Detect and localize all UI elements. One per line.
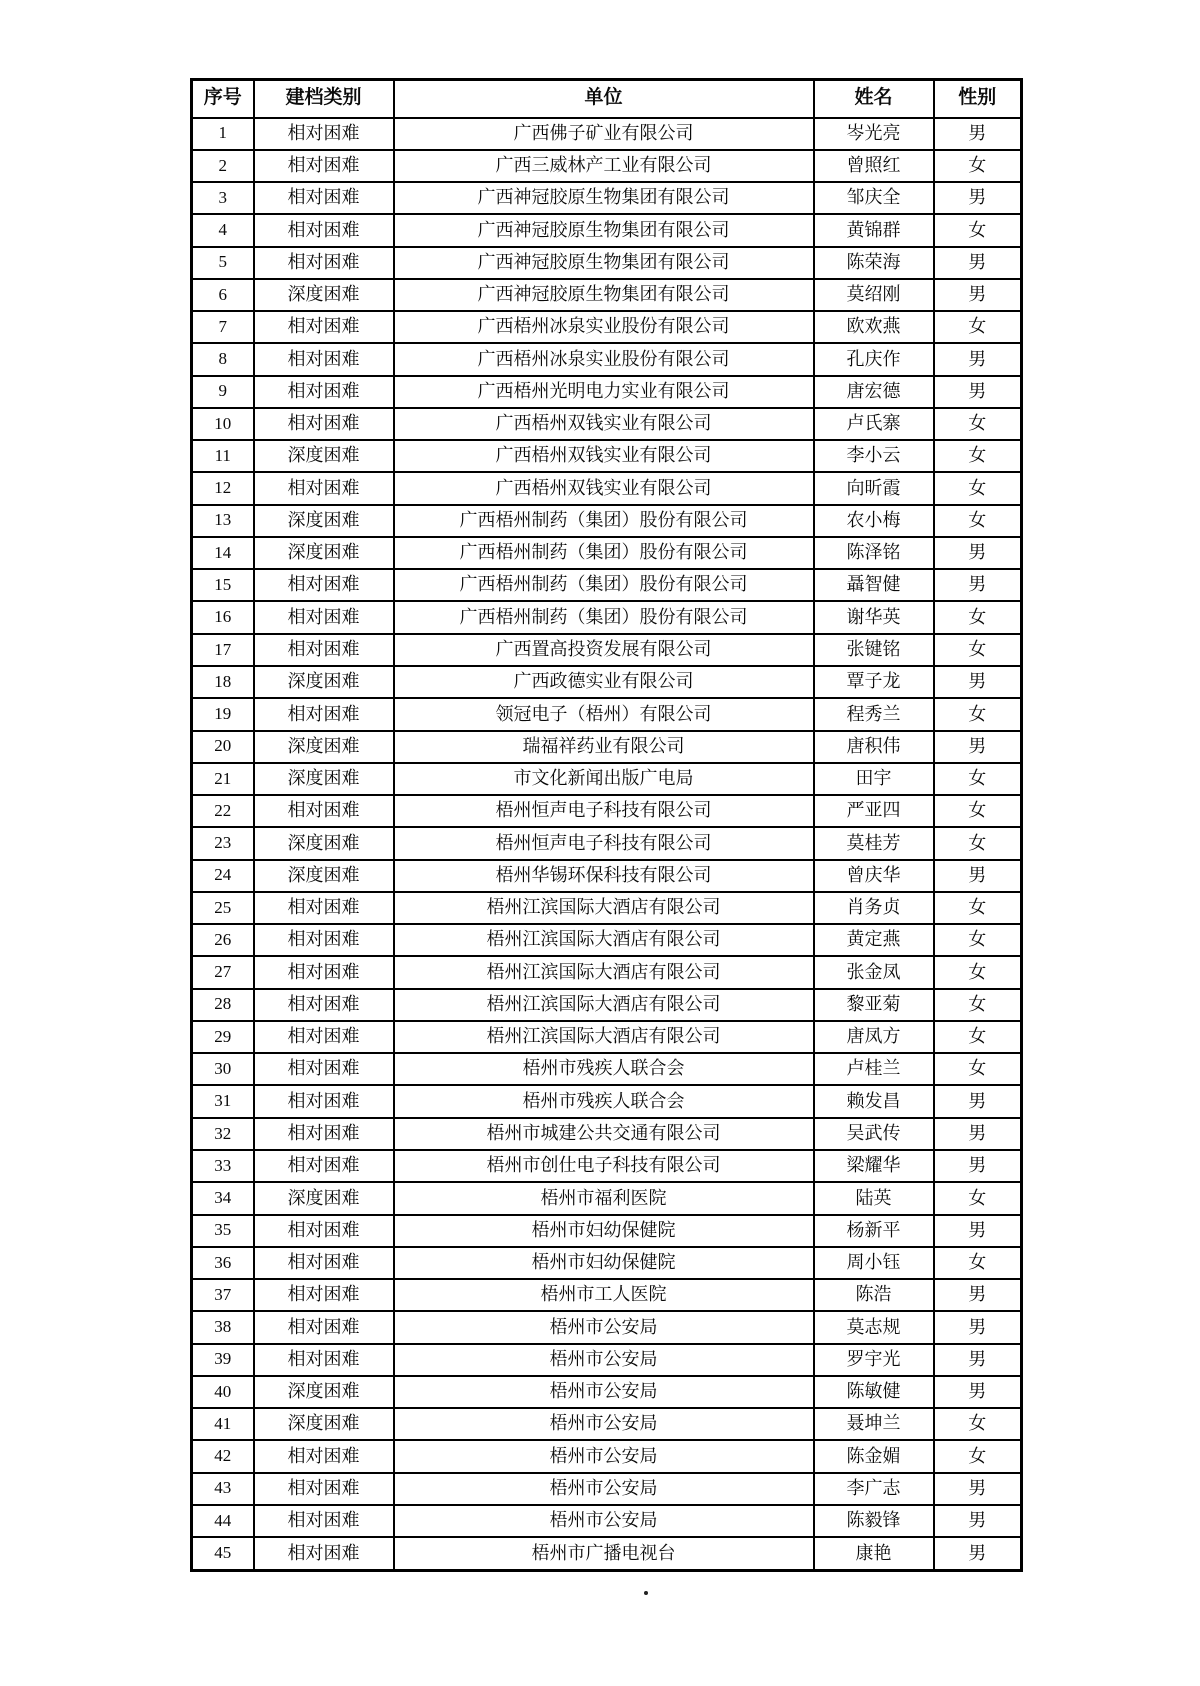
table-row xyxy=(192,1279,1022,1311)
table-row xyxy=(192,214,1022,246)
cell-unit: 梧州市妇幼保健院 xyxy=(394,1247,814,1279)
cell-index: 43 xyxy=(192,1473,254,1505)
cell-gender: 女 xyxy=(934,989,1022,1021)
cell-unit: 梧州江滨国际大酒店有限公司 xyxy=(394,1021,814,1053)
cell-gender: 男 xyxy=(934,118,1022,150)
cell-index: 1 xyxy=(192,118,254,150)
cell-index: 36 xyxy=(192,1247,254,1279)
cell-category: 深度困难 xyxy=(254,827,394,859)
cell-unit: 梧州江滨国际大酒店有限公司 xyxy=(394,892,814,924)
header-cell-category: 建档类别 xyxy=(254,80,394,118)
cell-gender: 女 xyxy=(934,924,1022,956)
cell-gender: 男 xyxy=(934,1537,1022,1570)
cell-unit: 梧州市公安局 xyxy=(394,1473,814,1505)
cell-unit: 广西三威林产工业有限公司 xyxy=(394,150,814,182)
cell-name: 陈泽铭 xyxy=(814,537,934,569)
cell-unit: 市文化新闻出版广电局 xyxy=(394,763,814,795)
cell-unit: 梧州市创仕电子科技有限公司 xyxy=(394,1150,814,1182)
cell-index: 8 xyxy=(192,343,254,375)
cell-index: 20 xyxy=(192,731,254,763)
cell-index: 38 xyxy=(192,1311,254,1343)
table-row xyxy=(192,376,1022,408)
cell-gender: 男 xyxy=(934,1118,1022,1150)
table-row xyxy=(192,408,1022,440)
cell-index: 12 xyxy=(192,472,254,504)
cell-category: 相对困难 xyxy=(254,343,394,375)
table-row xyxy=(192,1215,1022,1247)
cell-unit: 广西梧州制药（集团）股份有限公司 xyxy=(394,601,814,633)
table-row xyxy=(192,924,1022,956)
cell-unit: 广西梧州双钱实业有限公司 xyxy=(394,440,814,472)
cell-index: 30 xyxy=(192,1053,254,1085)
table-row xyxy=(192,118,1022,150)
cell-category: 相对困难 xyxy=(254,1150,394,1182)
cell-category: 相对困难 xyxy=(254,698,394,730)
cell-name: 程秀兰 xyxy=(814,698,934,730)
cell-index: 18 xyxy=(192,666,254,698)
cell-name: 陆英 xyxy=(814,1182,934,1214)
cell-unit: 梧州市公安局 xyxy=(394,1376,814,1408)
cell-category: 相对困难 xyxy=(254,1247,394,1279)
cell-unit: 梧州市城建公共交通有限公司 xyxy=(394,1118,814,1150)
cell-name: 卢桂兰 xyxy=(814,1053,934,1085)
cell-unit: 广西神冠胶原生物集团有限公司 xyxy=(394,214,814,246)
table-row xyxy=(192,795,1022,827)
cell-name: 岑光亮 xyxy=(814,118,934,150)
cell-category: 相对困难 xyxy=(254,1279,394,1311)
cell-name: 黄定燕 xyxy=(814,924,934,956)
cell-gender: 女 xyxy=(934,440,1022,472)
cell-unit: 梧州市残疾人联合会 xyxy=(394,1053,814,1085)
cell-unit: 梧州华锡环保科技有限公司 xyxy=(394,860,814,892)
table-row xyxy=(192,1053,1022,1085)
cell-index: 17 xyxy=(192,634,254,666)
cell-category: 深度困难 xyxy=(254,440,394,472)
cell-index: 27 xyxy=(192,956,254,988)
cell-category: 相对困难 xyxy=(254,1473,394,1505)
cell-category: 相对困难 xyxy=(254,150,394,182)
cell-name: 黎亚菊 xyxy=(814,989,934,1021)
cell-unit: 梧州江滨国际大酒店有限公司 xyxy=(394,924,814,956)
cell-category: 相对困难 xyxy=(254,1085,394,1117)
cell-unit: 广西佛子矿业有限公司 xyxy=(394,118,814,150)
cell-category: 相对困难 xyxy=(254,1505,394,1537)
cell-gender: 女 xyxy=(934,408,1022,440)
cell-gender: 男 xyxy=(934,1279,1022,1311)
cell-gender: 男 xyxy=(934,537,1022,569)
table-row xyxy=(192,1505,1022,1537)
cell-category: 相对困难 xyxy=(254,601,394,633)
cell-category: 深度困难 xyxy=(254,860,394,892)
table-row xyxy=(192,279,1022,311)
stray-ink-dot xyxy=(644,1591,648,1595)
cell-category: 深度困难 xyxy=(254,731,394,763)
cell-gender: 男 xyxy=(934,1215,1022,1247)
cell-index: 11 xyxy=(192,440,254,472)
cell-gender: 男 xyxy=(934,182,1022,214)
cell-index: 37 xyxy=(192,1279,254,1311)
table-row xyxy=(192,440,1022,472)
cell-name: 肖务贞 xyxy=(814,892,934,924)
cell-unit: 梧州市公安局 xyxy=(394,1440,814,1472)
cell-category: 相对困难 xyxy=(254,1053,394,1085)
cell-name: 卢氏寨 xyxy=(814,408,934,440)
cell-index: 22 xyxy=(192,795,254,827)
cell-gender: 女 xyxy=(934,1408,1022,1440)
cell-name: 陈浩 xyxy=(814,1279,934,1311)
cell-gender: 男 xyxy=(934,376,1022,408)
cell-index: 41 xyxy=(192,1408,254,1440)
table-row xyxy=(192,182,1022,214)
cell-gender: 女 xyxy=(934,1247,1022,1279)
cell-index: 33 xyxy=(192,1150,254,1182)
cell-category: 相对困难 xyxy=(254,1344,394,1376)
cell-unit: 梧州恒声电子科技有限公司 xyxy=(394,795,814,827)
cell-gender: 女 xyxy=(934,1021,1022,1053)
cell-category: 相对困难 xyxy=(254,182,394,214)
table-row xyxy=(192,505,1022,537)
cell-name: 张键铭 xyxy=(814,634,934,666)
cell-unit: 梧州市公安局 xyxy=(394,1311,814,1343)
cell-unit: 梧州市残疾人联合会 xyxy=(394,1085,814,1117)
cell-name: 莫绍刚 xyxy=(814,279,934,311)
table-row xyxy=(192,763,1022,795)
table-row xyxy=(192,1021,1022,1053)
cell-index: 16 xyxy=(192,601,254,633)
cell-category: 相对困难 xyxy=(254,376,394,408)
cell-gender: 男 xyxy=(934,1344,1022,1376)
cell-index: 44 xyxy=(192,1505,254,1537)
table-row xyxy=(192,247,1022,279)
cell-index: 10 xyxy=(192,408,254,440)
cell-name: 陈荣海 xyxy=(814,247,934,279)
cell-index: 42 xyxy=(192,1440,254,1472)
cell-gender: 男 xyxy=(934,1085,1022,1117)
cell-category: 相对困难 xyxy=(254,795,394,827)
cell-name: 周小钰 xyxy=(814,1247,934,1279)
cell-index: 2 xyxy=(192,150,254,182)
cell-gender: 男 xyxy=(934,860,1022,892)
header-cell-unit: 单位 xyxy=(394,80,814,118)
table-row xyxy=(192,860,1022,892)
cell-unit: 广西梧州双钱实业有限公司 xyxy=(394,472,814,504)
cell-name: 严亚四 xyxy=(814,795,934,827)
cell-name: 陈毅锋 xyxy=(814,1505,934,1537)
table-row xyxy=(192,989,1022,1021)
cell-category: 相对困难 xyxy=(254,956,394,988)
cell-unit: 广西政德实业有限公司 xyxy=(394,666,814,698)
table-row xyxy=(192,956,1022,988)
cell-gender: 女 xyxy=(934,892,1022,924)
cell-index: 14 xyxy=(192,537,254,569)
cell-index: 24 xyxy=(192,860,254,892)
cell-name: 聶智健 xyxy=(814,569,934,601)
cell-gender: 男 xyxy=(934,1376,1022,1408)
cell-index: 31 xyxy=(192,1085,254,1117)
cell-gender: 女 xyxy=(934,1182,1022,1214)
cell-category: 相对困难 xyxy=(254,311,394,343)
cell-name: 农小梅 xyxy=(814,505,934,537)
cell-gender: 女 xyxy=(934,634,1022,666)
cell-name: 罗宇光 xyxy=(814,1344,934,1376)
cell-unit: 广西梧州冰泉实业股份有限公司 xyxy=(394,311,814,343)
table-row xyxy=(192,666,1022,698)
cell-index: 9 xyxy=(192,376,254,408)
cell-category: 深度困难 xyxy=(254,763,394,795)
cell-gender: 女 xyxy=(934,763,1022,795)
cell-gender: 女 xyxy=(934,505,1022,537)
cell-index: 5 xyxy=(192,247,254,279)
cell-category: 相对困难 xyxy=(254,118,394,150)
cell-unit: 领冠电子（梧州）有限公司 xyxy=(394,698,814,730)
cell-gender: 男 xyxy=(934,247,1022,279)
table-row xyxy=(192,1473,1022,1505)
cell-category: 深度困难 xyxy=(254,505,394,537)
cell-index: 6 xyxy=(192,279,254,311)
cell-gender: 男 xyxy=(934,1311,1022,1343)
roster-table xyxy=(190,78,1023,1572)
cell-unit: 广西梧州冰泉实业股份有限公司 xyxy=(394,343,814,375)
cell-index: 23 xyxy=(192,827,254,859)
cell-index: 25 xyxy=(192,892,254,924)
cell-unit: 广西神冠胶原生物集团有限公司 xyxy=(394,247,814,279)
table-row xyxy=(192,1311,1022,1343)
cell-index: 32 xyxy=(192,1118,254,1150)
cell-name: 莫桂芳 xyxy=(814,827,934,859)
cell-name: 吴武传 xyxy=(814,1118,934,1150)
cell-name: 孔庆作 xyxy=(814,343,934,375)
cell-gender: 女 xyxy=(934,601,1022,633)
table-row xyxy=(192,1150,1022,1182)
cell-name: 曾照红 xyxy=(814,150,934,182)
table-body xyxy=(192,118,1022,1571)
cell-index: 3 xyxy=(192,182,254,214)
table-row xyxy=(192,1537,1022,1570)
header-cell-name: 姓名 xyxy=(814,80,934,118)
cell-unit: 梧州市广播电视台 xyxy=(394,1537,814,1570)
cell-gender: 男 xyxy=(934,279,1022,311)
cell-category: 相对困难 xyxy=(254,892,394,924)
cell-category: 深度困难 xyxy=(254,1408,394,1440)
cell-index: 26 xyxy=(192,924,254,956)
cell-name: 莫志规 xyxy=(814,1311,934,1343)
cell-name: 张金凤 xyxy=(814,956,934,988)
cell-unit: 梧州市公安局 xyxy=(394,1344,814,1376)
cell-gender: 女 xyxy=(934,1440,1022,1472)
table-header xyxy=(192,80,1022,118)
cell-index: 39 xyxy=(192,1344,254,1376)
cell-name: 梁耀华 xyxy=(814,1150,934,1182)
cell-name: 向昕霞 xyxy=(814,472,934,504)
cell-name: 唐积伟 xyxy=(814,731,934,763)
table-row xyxy=(192,1344,1022,1376)
cell-name: 赖发昌 xyxy=(814,1085,934,1117)
cell-category: 相对困难 xyxy=(254,408,394,440)
cell-name: 康艳 xyxy=(814,1537,934,1570)
cell-category: 相对困难 xyxy=(254,634,394,666)
cell-index: 15 xyxy=(192,569,254,601)
header-row xyxy=(192,80,1022,118)
cell-unit: 瑞福祥药业有限公司 xyxy=(394,731,814,763)
cell-gender: 女 xyxy=(934,827,1022,859)
cell-unit: 广西梧州制药（集团）股份有限公司 xyxy=(394,569,814,601)
cell-unit: 梧州市工人医院 xyxy=(394,1279,814,1311)
cell-name: 陈敏健 xyxy=(814,1376,934,1408)
cell-unit: 梧州江滨国际大酒店有限公司 xyxy=(394,989,814,1021)
cell-name: 覃子龙 xyxy=(814,666,934,698)
cell-unit: 梧州恒声电子科技有限公司 xyxy=(394,827,814,859)
table-row xyxy=(192,892,1022,924)
cell-gender: 男 xyxy=(934,666,1022,698)
cell-unit: 广西梧州制药（集团）股份有限公司 xyxy=(394,537,814,569)
cell-category: 相对困难 xyxy=(254,1021,394,1053)
table-row xyxy=(192,601,1022,633)
cell-gender: 女 xyxy=(934,698,1022,730)
cell-index: 35 xyxy=(192,1215,254,1247)
cell-category: 深度困难 xyxy=(254,1376,394,1408)
cell-unit: 广西梧州双钱实业有限公司 xyxy=(394,408,814,440)
header-cell-index: 序号 xyxy=(192,80,254,118)
cell-name: 邹庆全 xyxy=(814,182,934,214)
cell-name: 欧欢燕 xyxy=(814,311,934,343)
cell-category: 相对困难 xyxy=(254,569,394,601)
cell-index: 19 xyxy=(192,698,254,730)
table-row xyxy=(192,731,1022,763)
cell-index: 7 xyxy=(192,311,254,343)
table-row xyxy=(192,311,1022,343)
cell-unit: 广西梧州光明电力实业有限公司 xyxy=(394,376,814,408)
cell-index: 40 xyxy=(192,1376,254,1408)
cell-gender: 女 xyxy=(934,150,1022,182)
cell-name: 唐凤方 xyxy=(814,1021,934,1053)
table-row xyxy=(192,1440,1022,1472)
cell-unit: 梧州市妇幼保健院 xyxy=(394,1215,814,1247)
cell-index: 4 xyxy=(192,214,254,246)
table-row xyxy=(192,569,1022,601)
cell-name: 唐宏德 xyxy=(814,376,934,408)
table-row xyxy=(192,150,1022,182)
cell-unit: 梧州江滨国际大酒店有限公司 xyxy=(394,956,814,988)
cell-gender: 男 xyxy=(934,731,1022,763)
cell-gender: 女 xyxy=(934,795,1022,827)
cell-category: 相对困难 xyxy=(254,989,394,1021)
table-row xyxy=(192,634,1022,666)
cell-unit: 广西神冠胶原生物集团有限公司 xyxy=(394,279,814,311)
cell-gender: 男 xyxy=(934,1473,1022,1505)
cell-name: 黄锦群 xyxy=(814,214,934,246)
table-row xyxy=(192,1085,1022,1117)
cell-category: 相对困难 xyxy=(254,1215,394,1247)
cell-index: 34 xyxy=(192,1182,254,1214)
table-row xyxy=(192,1182,1022,1214)
cell-category: 相对困难 xyxy=(254,214,394,246)
table-row xyxy=(192,1118,1022,1150)
cell-category: 相对困难 xyxy=(254,924,394,956)
cell-gender: 男 xyxy=(934,1150,1022,1182)
cell-index: 21 xyxy=(192,763,254,795)
cell-name: 田宇 xyxy=(814,763,934,795)
cell-gender: 女 xyxy=(934,311,1022,343)
cell-name: 陈金媚 xyxy=(814,1440,934,1472)
cell-index: 45 xyxy=(192,1537,254,1570)
header-cell-gender: 性别 xyxy=(934,80,1022,118)
table-row xyxy=(192,827,1022,859)
table-row xyxy=(192,1408,1022,1440)
cell-category: 深度困难 xyxy=(254,279,394,311)
cell-gender: 男 xyxy=(934,343,1022,375)
cell-category: 相对困难 xyxy=(254,1537,394,1570)
cell-index: 28 xyxy=(192,989,254,1021)
table-row xyxy=(192,1376,1022,1408)
cell-unit: 梧州市公安局 xyxy=(394,1505,814,1537)
table-row xyxy=(192,343,1022,375)
cell-category: 相对困难 xyxy=(254,472,394,504)
cell-gender: 男 xyxy=(934,569,1022,601)
cell-name: 杨新平 xyxy=(814,1215,934,1247)
cell-category: 相对困难 xyxy=(254,247,394,279)
cell-unit: 广西置高投资发展有限公司 xyxy=(394,634,814,666)
cell-gender: 女 xyxy=(934,956,1022,988)
cell-gender: 女 xyxy=(934,472,1022,504)
cell-unit: 广西神冠胶原生物集团有限公司 xyxy=(394,182,814,214)
table-row xyxy=(192,472,1022,504)
cell-index: 29 xyxy=(192,1021,254,1053)
cell-name: 李广志 xyxy=(814,1473,934,1505)
cell-name: 聂坤兰 xyxy=(814,1408,934,1440)
cell-name: 曾庆华 xyxy=(814,860,934,892)
cell-category: 深度困难 xyxy=(254,666,394,698)
table-row xyxy=(192,698,1022,730)
cell-category: 相对困难 xyxy=(254,1440,394,1472)
cell-category: 相对困难 xyxy=(254,1118,394,1150)
cell-gender: 女 xyxy=(934,214,1022,246)
table-row xyxy=(192,1247,1022,1279)
cell-name: 李小云 xyxy=(814,440,934,472)
cell-unit: 梧州市公安局 xyxy=(394,1408,814,1440)
cell-category: 深度困难 xyxy=(254,537,394,569)
cell-category: 相对困难 xyxy=(254,1311,394,1343)
cell-category: 深度困难 xyxy=(254,1182,394,1214)
table-row xyxy=(192,537,1022,569)
cell-gender: 男 xyxy=(934,1505,1022,1537)
cell-gender: 女 xyxy=(934,1053,1022,1085)
cell-unit: 梧州市福利医院 xyxy=(394,1182,814,1214)
cell-name: 谢华英 xyxy=(814,601,934,633)
cell-index: 13 xyxy=(192,505,254,537)
cell-unit: 广西梧州制药（集团）股份有限公司 xyxy=(394,505,814,537)
